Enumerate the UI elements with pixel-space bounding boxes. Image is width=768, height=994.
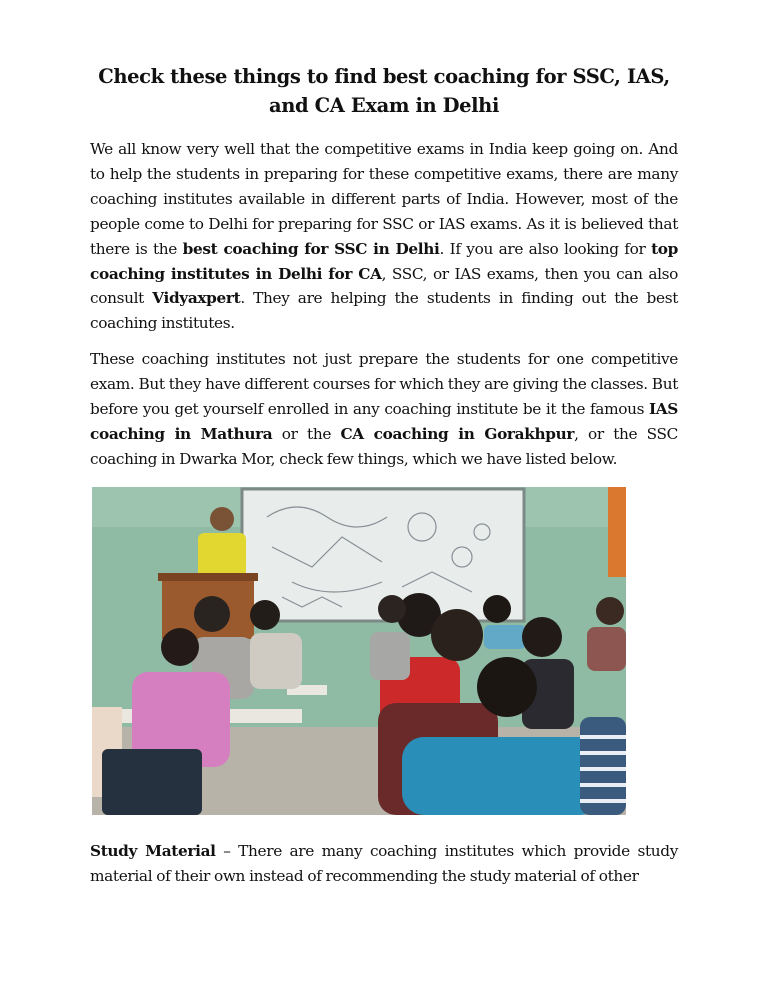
classroom-photo (92, 487, 626, 815)
courses-paragraph (90, 347, 678, 472)
text-run: These coaching institutes not just prepare the students for one competitive exam. But they have different courses for which they are giving the classes. But before you get yourself enrolled in any coaching institute be it the famous (90, 350, 678, 418)
intro-paragraph (90, 137, 678, 336)
text-run: , or the SSC coaching in Dwarka Mor, check few things, which we have listed below. (90, 424, 678, 468)
study-material-paragraph (90, 839, 678, 889)
text-run: or the (272, 424, 341, 443)
document-title: Check these things to find best coaching for SSC, IAS, and CA Exam in Delhi (98, 65, 670, 117)
bold-phrase-ca-gorakhpur: CA coaching in Gorakhpur (340, 424, 575, 443)
bold-phrase-ias-mathura: IAS coaching in Mathura (90, 399, 678, 443)
bold-phrase-top-coaching-ca: top coaching institutes in Delhi for CA (90, 239, 679, 283)
text-run: We all know very well that the competitive exams in India keep going on. And to help the students in preparing for these competitive exams, there are many coaching institutes available in different parts of India. However, most of the people come to Delhi for preparing for SSC or IAS exams. As it is believed that there is the (90, 140, 678, 258)
text-run: . They are helping the students in finding out the best coaching institutes. (90, 289, 678, 333)
bold-phrase-vidyaxpert: Vidyaxpert (152, 289, 241, 308)
bold-heading-study-material: Study Material (90, 842, 216, 860)
text-run: , SSC, or IAS exams, then you can also consult (90, 264, 678, 308)
bold-phrase-best-coaching-ssc: best coaching for SSC in Delhi (182, 239, 440, 258)
text-run: . If you are also looking for (439, 239, 652, 258)
text-run: – There are many coaching institutes which provide study material of their own instead of recommending the study material of other (90, 842, 678, 885)
